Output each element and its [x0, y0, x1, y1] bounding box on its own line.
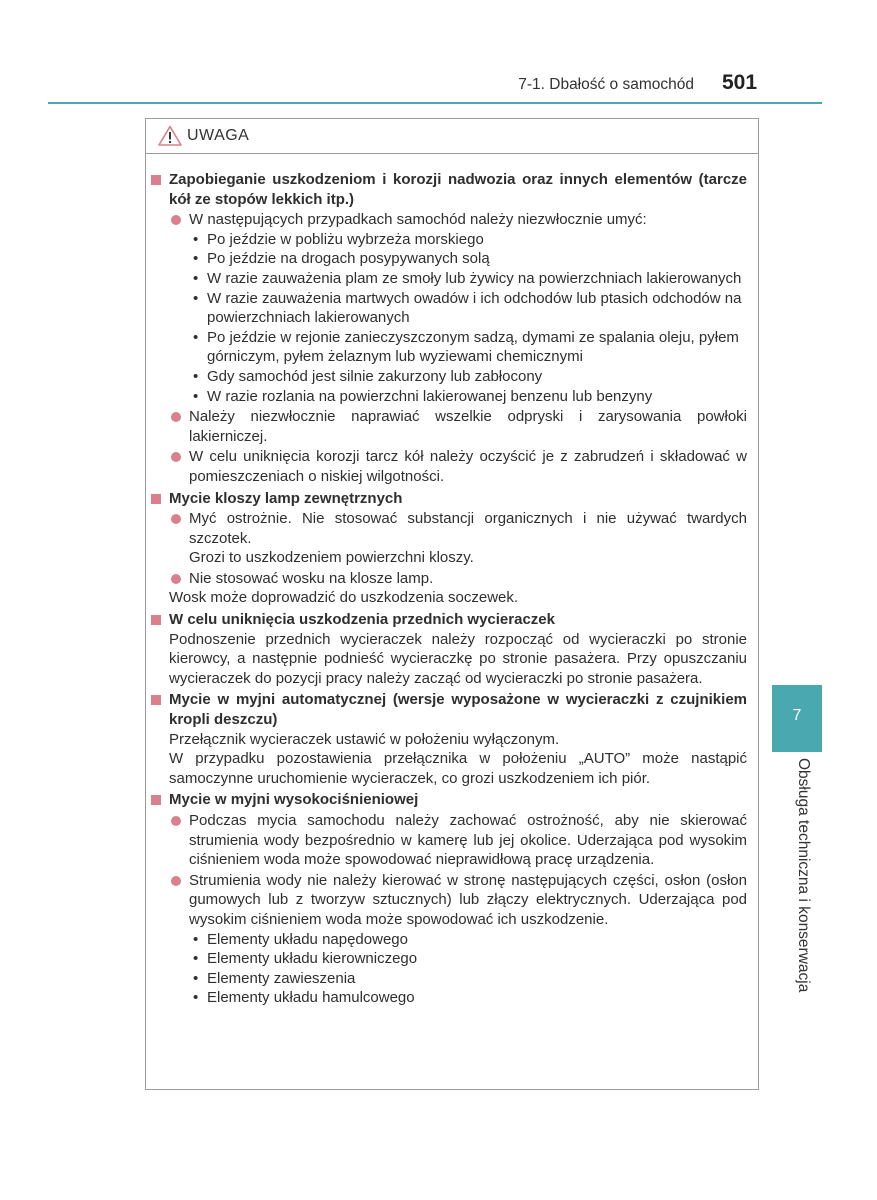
bullet-item — [189, 988, 747, 1008]
item-text: Należy niezwłocznie naprawiać wszelkie odpryski i zarysowania powłoki lakierniczej. — [189, 408, 747, 445]
bullet-item — [189, 367, 747, 387]
warning-section — [151, 690, 747, 788]
list-item — [169, 210, 747, 406]
warning-section — [151, 790, 747, 1008]
bullet-item — [189, 230, 747, 250]
warning-content — [151, 168, 747, 1008]
chapter-tab — [772, 685, 822, 752]
circle-bullet-icon — [171, 215, 181, 225]
dot-bullet-icon: • — [193, 367, 199, 385]
running-header: 7-1. Dbałość o samochód — [518, 76, 694, 93]
warning-section — [151, 489, 747, 609]
bullet-text: Gdy samochód jest silnie zakurzony lub zabłocony — [207, 367, 543, 385]
bullet-item — [189, 328, 747, 367]
list-item — [169, 447, 747, 486]
square-marker-icon — [151, 615, 161, 625]
section-body: Przełącznik wycieraczek ustawić w położeniu wyłączonym. — [169, 730, 560, 748]
item-text: Nie stosować wosku na klosze lamp. — [189, 569, 434, 587]
item-text: Strumienia wody nie należy kierować w stronę następujących części, osłon (osłon gumowych lub z tworzyw sztucznych) lub złączy elektrycznych. Uderzająca pod wysokim ciśnieniem woda może spowodować ich uszkodzenie. — [189, 871, 747, 928]
bullet-item — [189, 387, 747, 407]
bullet-item — [189, 269, 747, 289]
bullet-item — [189, 969, 747, 989]
bullet-text: Po jeździe w pobliżu wybrzeża morskiego — [207, 230, 484, 248]
section-note: Wosk może doprowadzić do uszkodzenia soczewek. — [169, 589, 519, 607]
item-text: Myć ostrożnie. Nie stosować substancji organicznych i nie używać twardych szczotek. — [189, 510, 747, 547]
square-marker-icon — [151, 494, 161, 504]
warning-label: UWAGA — [187, 127, 250, 144]
warning-section — [151, 170, 747, 487]
dot-bullet-icon: • — [193, 387, 199, 405]
item-extra-text: Grozi to uszkodzeniem powierzchni kloszy. — [189, 549, 474, 567]
bullet-item — [189, 249, 747, 269]
list-item — [169, 407, 747, 446]
circle-bullet-icon — [171, 412, 181, 422]
section-body: Podnoszenie przednich wycieraczek należy rozpocząć od wycieraczki po stronie kierowcy, a następnie podnieść wycieraczkę po stronie pasażera. Przy opuszczaniu wycieraczek do pozycji pracy należy zacząć od wycieraczki po stronie pasażera. — [169, 630, 747, 687]
dot-bullet-icon: • — [193, 230, 199, 248]
section-title: Mycie w myjni wysokociśnieniowej — [169, 791, 419, 809]
section-title: W celu uniknięcia uszkodzenia przednich wycieraczek — [169, 611, 555, 629]
square-marker-icon — [151, 175, 161, 185]
bullet-item — [189, 949, 747, 969]
header-divider — [48, 102, 822, 104]
item-text: W następujących przypadkach samochód należy niezwłocznie umyć: — [189, 211, 647, 229]
warning-header — [146, 119, 758, 154]
bullet-text: Elementy układu hamulcowego — [207, 989, 415, 1007]
circle-bullet-icon — [171, 514, 181, 524]
dot-bullet-icon: • — [193, 289, 199, 307]
dot-bullet-icon: • — [193, 250, 199, 268]
bullet-text: Po jeździe na drogach posypywanych solą — [207, 250, 490, 268]
section-title: Mycie w myjni automatycznej (wersje wyposażone w wycieraczki z czujnikiem kropli deszczu) — [169, 691, 747, 729]
bullet-text: Po jeździe w rejonie zanieczyszczonym sadzą, dymami ze spalania oleju, pyłem górniczym, pyłem żelaznym lub wyziewami chemicznymi — [207, 328, 739, 366]
circle-bullet-icon — [171, 452, 181, 462]
dot-bullet-icon: • — [193, 930, 199, 948]
list-item — [169, 569, 747, 589]
bullet-list — [189, 930, 747, 1008]
warning-section — [151, 610, 747, 688]
bullet-text: Elementy zawieszenia — [207, 969, 356, 987]
dot-bullet-icon: • — [193, 269, 199, 287]
dot-bullet-icon: • — [193, 950, 199, 968]
section-title: Zapobieganie uszkodzeniom i korozji nadwozia oraz innych elementów (tarcze kół ze stopów lekkich itp.) — [169, 171, 747, 208]
item-text: Podczas mycia samochodu należy zachować ostrożność, aby nie skierować strumienia wody bezpośrednio w kamerę lub jej okolice. Uderzająca pod wysokim ciśnieniem woda może spowodować nieprawidłową pracę urządzenia. — [189, 812, 747, 869]
bullet-text: W razie zauważenia plam ze smoły lub żywicy na powierzchniach lakierowanych — [207, 269, 742, 287]
list-item — [169, 871, 747, 1008]
square-marker-icon — [151, 695, 161, 705]
page-number: 501 — [722, 71, 758, 94]
bullet-text: W razie zauważenia martwych owadów i ich odchodów lub ptasich odchodów na powierzchniach lakierowanych — [207, 289, 742, 327]
bullet-item — [189, 289, 747, 328]
square-marker-icon — [151, 795, 161, 805]
list-item — [169, 509, 747, 568]
bullet-text: Elementy układu kierowniczego — [207, 950, 418, 968]
bullet-item — [189, 930, 747, 950]
list-item — [169, 811, 747, 870]
circle-bullet-icon — [171, 574, 181, 584]
circle-bullet-icon — [171, 816, 181, 826]
item-text: W celu uniknięcia korozji tarcz kół należy oczyścić je z zabrudzeń i składować w pomieszczeniach o niskiej wilgotności. — [189, 448, 747, 485]
section-title: Mycie kloszy lamp zewnętrznych — [169, 489, 403, 507]
section-body: W przypadku pozostawienia przełącznika w położeniu „AUTO” może nastąpić samoczynne uruchomienie wycieraczek, co grozi uszkodzeniem ich piór. — [169, 750, 747, 787]
dot-bullet-icon: • — [193, 969, 199, 987]
chapter-number: 7 — [792, 707, 802, 724]
dot-bullet-icon: • — [193, 328, 199, 346]
dot-bullet-icon: • — [193, 989, 199, 1007]
chapter-title: Obsługa techniczna i konserwacja — [795, 758, 812, 993]
bullet-list — [189, 230, 747, 406]
bullet-text: Elementy układu napędowego — [207, 930, 408, 948]
bullet-text: W razie rozlania na powierzchni lakierowanej benzenu lub benzyny — [207, 387, 653, 405]
circle-bullet-icon — [171, 876, 181, 886]
warning-triangle-icon — [158, 125, 182, 146]
